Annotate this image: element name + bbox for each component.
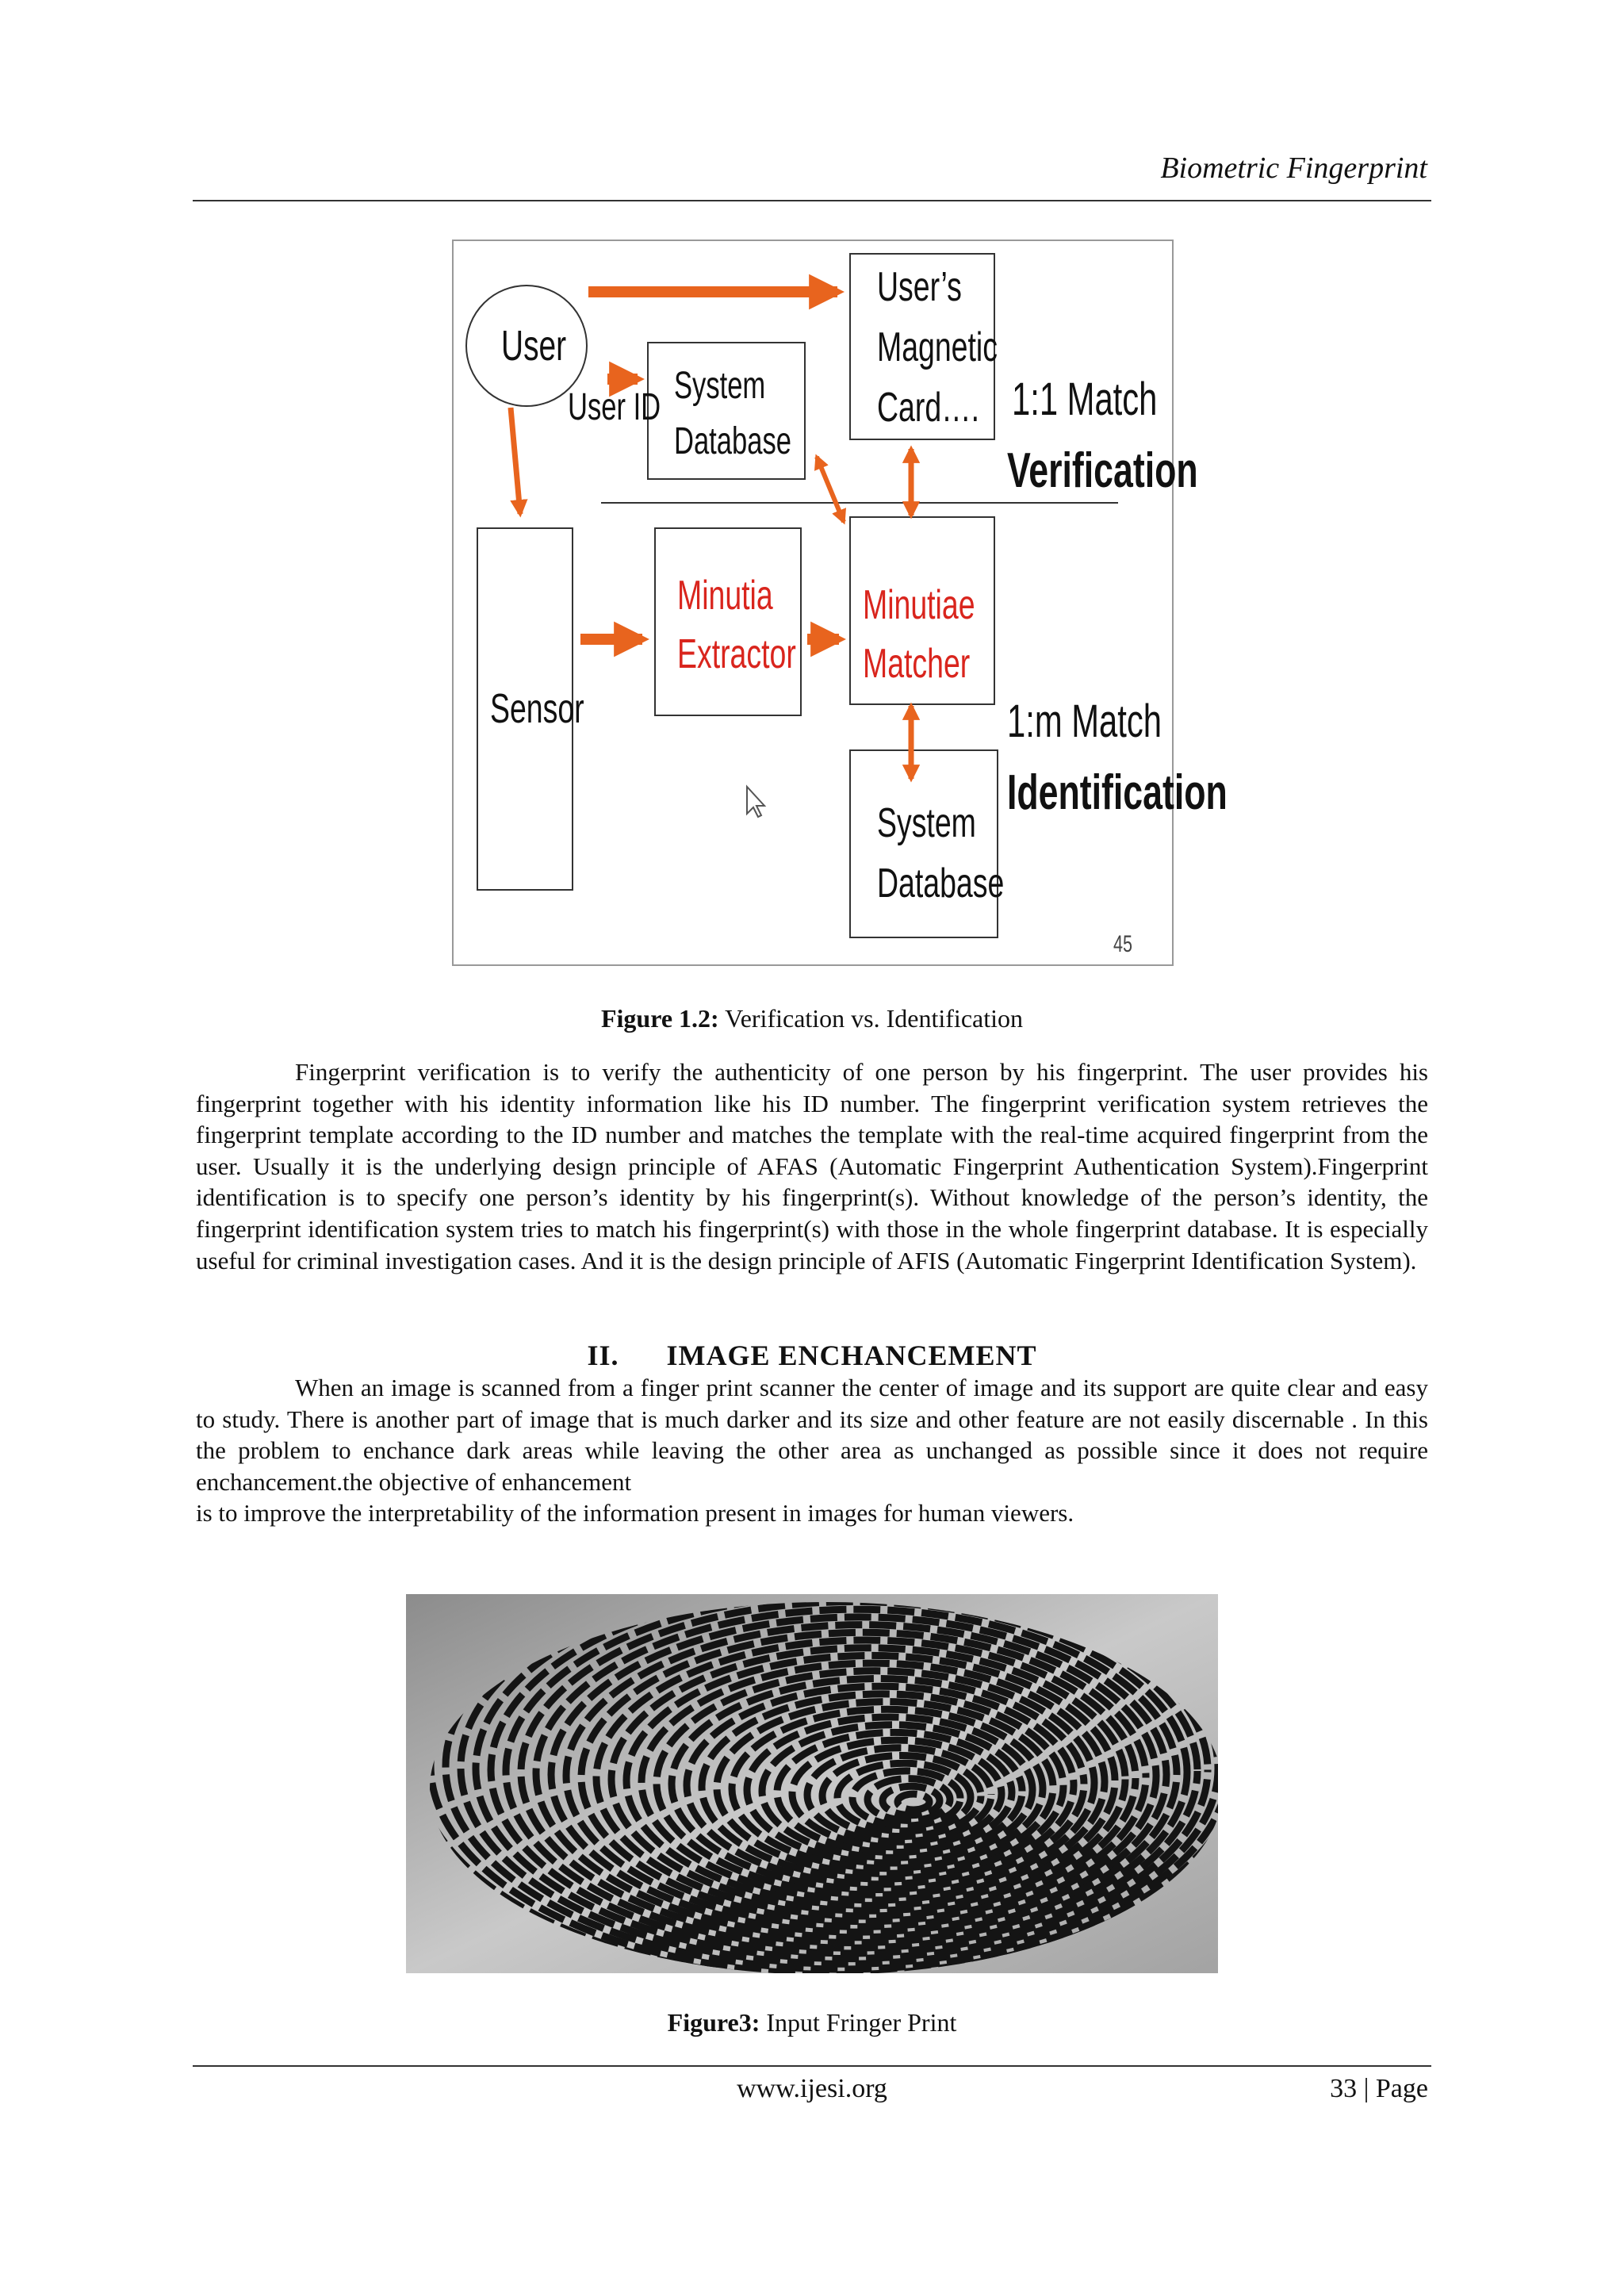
label-system-database-top: System Database bbox=[674, 365, 791, 462]
label-1-1-match: 1:1 Match bbox=[1012, 374, 1158, 425]
label-verification: Verification bbox=[1007, 443, 1198, 498]
fingerprint-image bbox=[406, 1594, 1218, 1973]
footer-rule bbox=[193, 2065, 1431, 2067]
label-minutia-extractor: Minutia Extractor bbox=[677, 573, 796, 677]
arrow-db-to-matcher bbox=[817, 457, 844, 522]
enhancement-paragraph: When an image is scanned from a finger print scanner the center of image and its support are quite clear and easy to study. There is another part of image that is much darker and its size and other feature are not easily discernable . In this the problem to enchance dark areas while leaving the other area as unchanged as possible since it does not require enchancement.the objective of enhancement is to improve the interpretability of the information present in images for human viewers. bbox=[196, 1372, 1428, 1529]
running-header: Biometric Fingerprint bbox=[1160, 151, 1427, 185]
figure-3-caption: Figure3: Input Fringer Print bbox=[667, 2008, 957, 2037]
page-number: 33 | Page bbox=[1330, 2074, 1428, 2103]
slide-number: 45 bbox=[1113, 931, 1133, 957]
label-identification: Identification bbox=[1007, 765, 1228, 820]
header-rule bbox=[193, 200, 1431, 201]
label-1-m-match: 1:m Match bbox=[1007, 696, 1162, 747]
label-magnetic-card: User’s Magnetic Card…. bbox=[877, 264, 998, 431]
label-minutiae-matcher: Minutiae Matcher bbox=[863, 582, 975, 687]
verification-identification-diagram bbox=[452, 240, 1228, 964]
cursor-icon bbox=[747, 787, 764, 817]
figure-1-2-caption: Figure 1.2: Verification vs. Identification bbox=[600, 1004, 1023, 1033]
section-heading: II. IMAGE ENCHANCEMENT bbox=[587, 1340, 1037, 1371]
label-user: User bbox=[501, 322, 567, 370]
label-user-id: User ID bbox=[568, 386, 661, 428]
enhancement-paragraph-end: is to improve the interpretability of the information present in images for human viewers. bbox=[196, 1499, 1074, 1527]
footer-url[interactable]: www.ijesi.org bbox=[737, 2074, 887, 2103]
label-sensor: Sensor bbox=[490, 686, 584, 732]
label-system-database-bottom: System Database bbox=[877, 800, 1005, 907]
arrow-user-to-sensor bbox=[511, 408, 520, 514]
verification-paragraph: Fingerprint verification is to verify the authenticity of one person by his fingerprint. The user provides his fingerprint together with his identity information like his ID number. The fingerprint verification system retrieves the fingerprint template according to the ID number and matches the template with the real-time acquired fingerprint from the user. Usually it is the underlying design principle of AFAS (Automatic Fingerprint Authentication System).Fingerprint identification is to specify one person’s identity by his fingerprint(s). Without knowledge of the person’s identity, the fingerprint identification system tries to match his fingerprint(s) with those in the whole fingerprint database. It is especially useful for criminal investigation cases. And it is the design principle of AFIS (Automatic Fingerprint Identification System). bbox=[196, 1058, 1428, 1274]
